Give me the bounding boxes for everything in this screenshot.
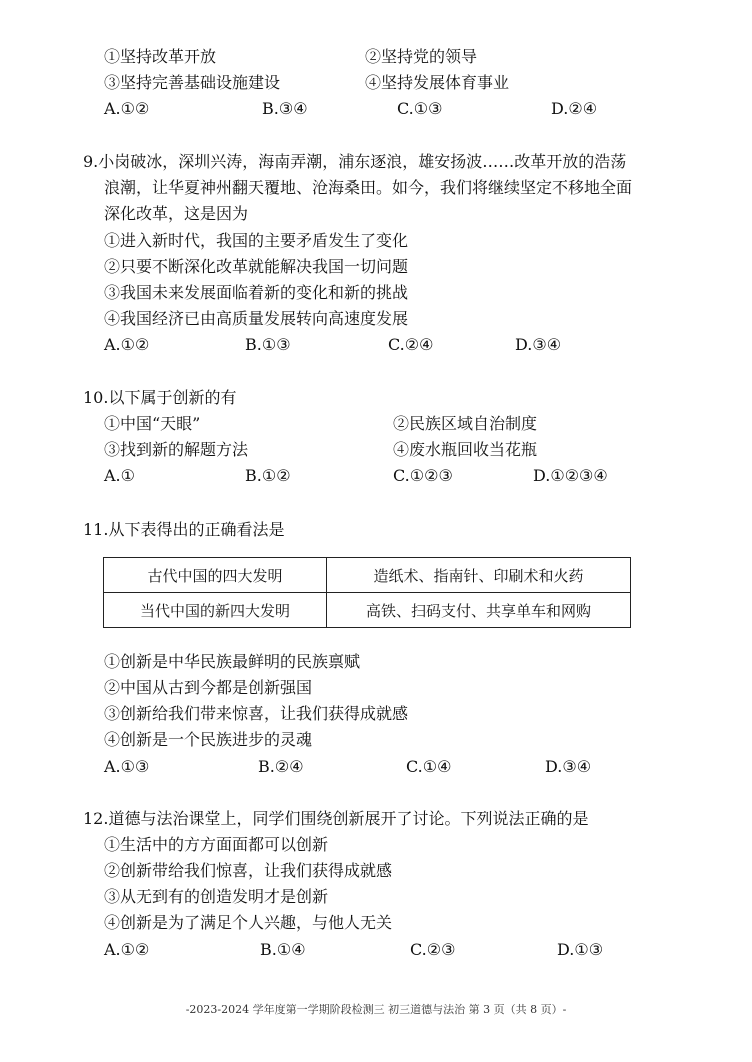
q12-choice-b[interactable]: B.①④: [260, 940, 306, 959]
q11-stem: 11.从下表得出的正确看法是: [83, 520, 285, 539]
q11-statement-2: ②中国从古到今都是创新强国: [104, 678, 313, 697]
q8-option-2: ②坚持党的领导: [365, 47, 478, 66]
table-cell: 当代中国的新四大发明: [104, 593, 327, 628]
table-cell: 高铁、扫码支付、共享单车和网购: [327, 593, 631, 628]
q10-choice-c[interactable]: C.①②③: [393, 466, 453, 485]
q12-choice-a[interactable]: A.①②: [104, 940, 150, 959]
page-footer: -2023-2024 学年度第一学期阶段检测三 初三道德与法治 第 3 页（共 8 页）-: [185, 1003, 567, 1016]
q11-choice-d[interactable]: D.③④: [545, 757, 592, 776]
q9-choice-a[interactable]: A.①②: [104, 335, 150, 354]
q9-statement-3: ③我国未来发展面临着新的变化和新的挑战: [104, 283, 409, 302]
inventions-table: [103, 557, 631, 628]
q12-choice-d[interactable]: D.①③: [557, 940, 604, 959]
q11-choice-c[interactable]: C.①④: [406, 757, 452, 776]
q10-choice-a[interactable]: A.①: [104, 466, 135, 485]
q10-stem: 10.以下属于创新的有: [83, 388, 237, 407]
q9-stem-line-1: 9.小岗破冰，深圳兴涛，海南弄潮，浦东逐浪，雄安扬波……改革开放的浩荡: [83, 152, 627, 171]
q9-statement-2: ②只要不断深化改革就能解决我国一切问题: [104, 257, 409, 276]
q9-statement-4: ④我国经济已由高质量发展转向高速度发展: [104, 309, 409, 328]
q12-statement-2: ②创新带给我们惊喜，让我们获得成就感: [104, 861, 393, 880]
q11-choice-b[interactable]: B.②④: [258, 757, 304, 776]
q12-statement-4: ④创新是为了满足个人兴趣，与他人无关: [104, 913, 393, 932]
q8-option-3: ③坚持完善基础设施建设: [104, 73, 281, 92]
q12-stem: 12.道德与法治课堂上，同学们围绕创新展开了讨论。下列说法正确的是: [83, 809, 589, 828]
q11-statement-1: ①创新是中华民族最鲜明的民族禀赋: [104, 652, 361, 671]
q11-statement-4: ④创新是一个民族进步的灵魂: [104, 730, 313, 749]
q12-statement-1: ①生活中的方方面面都可以创新: [104, 835, 329, 854]
q10-option-1: ①中国“天眼”: [104, 414, 201, 433]
q8-option-1: ①坚持改革开放: [104, 47, 217, 66]
q11-statement-3: ③创新给我们带来惊喜，让我们获得成就感: [104, 704, 409, 723]
q9-choice-d[interactable]: D.③④: [515, 335, 562, 354]
q8-choice-a[interactable]: A.①②: [104, 99, 150, 118]
q8-choice-b[interactable]: B.③④: [262, 99, 308, 118]
q8-choice-d[interactable]: D.②④: [551, 99, 598, 118]
q9-choice-b[interactable]: B.①③: [245, 335, 291, 354]
table-row: [104, 558, 631, 593]
q9-choice-c[interactable]: C.②④: [388, 335, 434, 354]
q11-choice-a[interactable]: A.①③: [104, 757, 150, 776]
q10-choice-d[interactable]: D.①②③④: [533, 466, 608, 485]
q10-option-4: ④废水瓶回收当花瓶: [393, 440, 538, 459]
table-cell: 造纸术、指南针、印刷术和火药: [327, 558, 631, 593]
q9-stem-line-3: 深化改革，这是因为: [104, 204, 249, 223]
q10-option-2: ②民族区域自治制度: [393, 414, 538, 433]
q8-choice-c[interactable]: C.①③: [397, 99, 443, 118]
q9-statement-1: ①进入新时代，我国的主要矛盾发生了变化: [104, 231, 409, 250]
q9-stem-line-2: 浪潮，让华夏神州翻天覆地、沧海桑田。如今，我们将继续坚定不移地全面: [104, 178, 633, 197]
q12-choice-c[interactable]: C.②③: [410, 940, 456, 959]
q8-option-4: ④坚持发展体育事业: [365, 73, 510, 92]
q12-statement-3: ③从无到有的创造发明才是创新: [104, 887, 329, 906]
q10-option-3: ③找到新的解题方法: [104, 440, 249, 459]
q10-choice-b[interactable]: B.①②: [245, 466, 291, 485]
table-cell: 古代中国的四大发明: [104, 558, 327, 593]
table-row: [104, 593, 631, 628]
